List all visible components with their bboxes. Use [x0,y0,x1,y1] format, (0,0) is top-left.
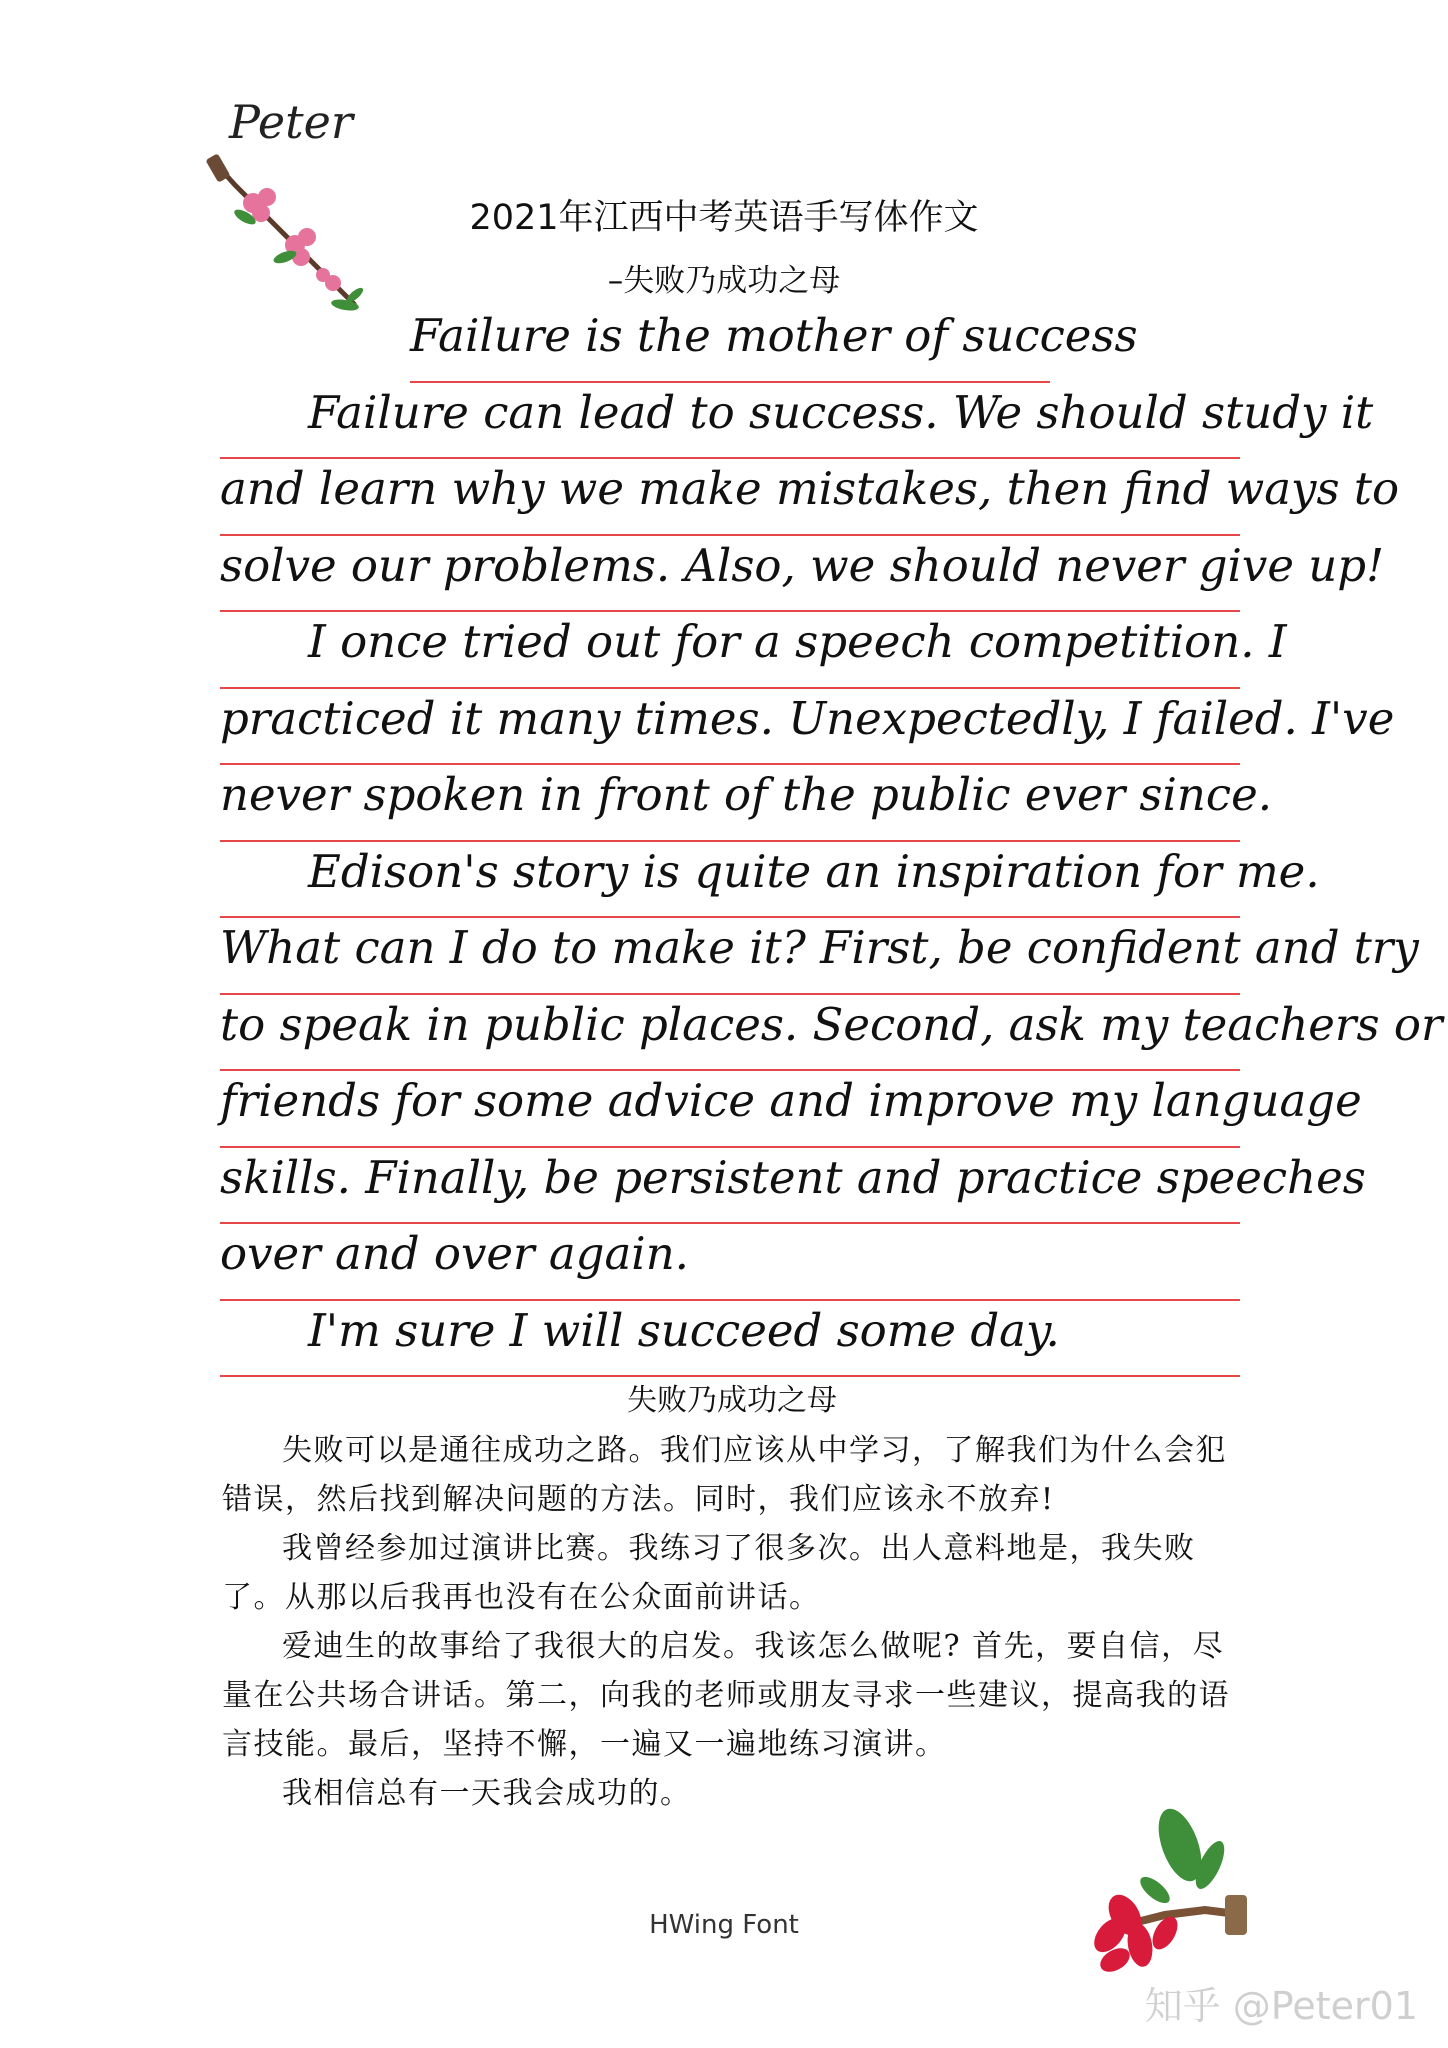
translation-paragraph: 我曾经参加过演讲比赛。我练习了很多次。出人意料地是，我失败了。从那以后我再也没有在公众面前讲话。 [222,1531,1196,1615]
essay-line: friends for some advice and improve my language [220,1071,1240,1148]
essay-line: to speak in public places. Second, ask my teachers or [220,995,1240,1072]
chinese-translation [222,1376,1242,1818]
essay-line: I once tried out for a speech competition. I [220,612,1240,689]
english-essay [220,306,1443,1377]
essay-line: Edison's story is quite an inspiration for me. [220,842,1240,919]
essay-line: practiced it many times. Unexpectedly, I failed. I've [220,689,1240,766]
translation-paragraph: 失败可以是通往成功之路。我们应该从中学习，了解我们为什么会犯错误，然后找到解决问题的方法。同时，我们应该永不放弃! [222,1433,1227,1517]
essay-line: I'm sure I will succeed some day. [220,1301,1240,1378]
translation-title: 失败乃成功之母 [627,1383,837,1418]
page-subtitle: –失败乃成功之母 [607,263,841,299]
translation-paragraph: 爱迪生的故事给了我很大的启发。我该怎么做呢? 首先，要自信，尽量在公共场合讲话。第二，向我的老师或朋友寻求一些建议，提高我的语言技能。最后，坚持不懈，一遍又一遍地练习演讲。 [222,1629,1230,1762]
logo-text: Peter [229,95,353,149]
essay-line: never spoken in front of the public ever since. [220,765,1240,842]
essay-line: What can I do to make it? First, be confident and try [220,918,1240,995]
essay-line: and learn why we make mistakes, then find ways to [220,459,1240,536]
essay-line: skills. Finally, be persistent and practice speeches [220,1148,1240,1225]
essay-heading: Failure is the mother of success [410,306,1050,383]
essay-line: over and over again. [220,1224,1240,1301]
essay-line: solve our problems. Also, we should never give up! [220,536,1240,613]
essay-line: Failure can lead to success. We should study it [220,383,1240,460]
translation-paragraph: 我相信总有一天我会成功的。 [282,1776,692,1811]
page-title: 2021年江西中考英语手写体作文 [469,198,979,238]
font-credit: HWing Font [649,1910,799,1940]
red-blossom-branch-icon [1085,1805,1255,1980]
zhihu-watermark: 知乎 @Peter01 [1144,1984,1418,2028]
